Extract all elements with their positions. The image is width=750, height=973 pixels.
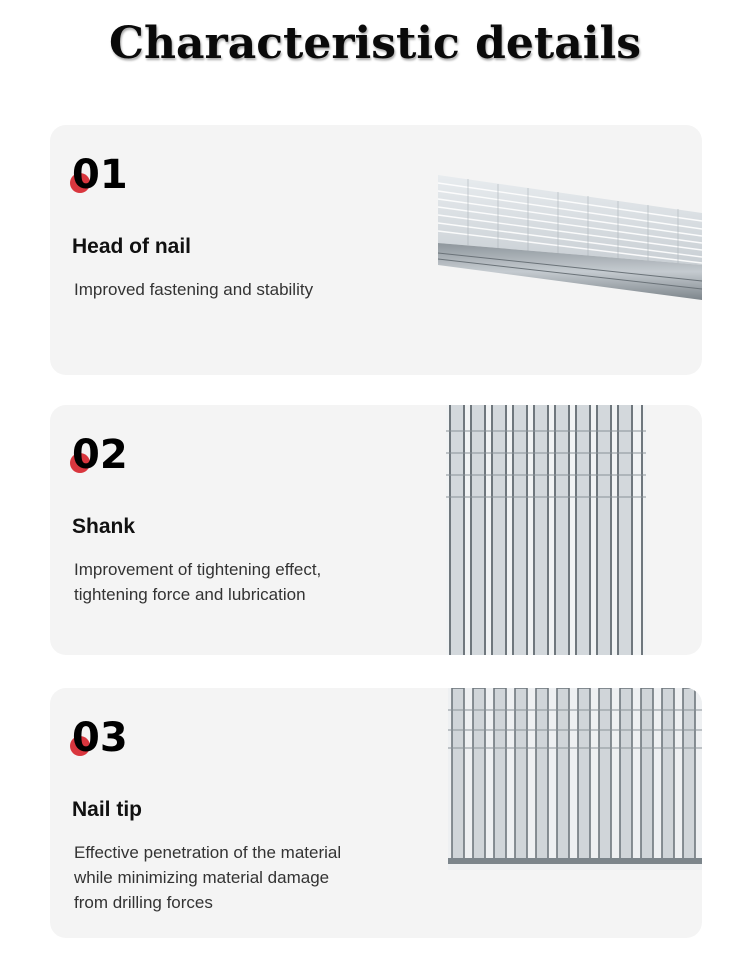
feature-number: 03 (72, 715, 128, 761)
description-line: while minimizing material damage (74, 868, 330, 887)
feature-number-badge (70, 433, 150, 483)
nail-head-closeup-photo (438, 165, 702, 325)
description-line: Effective penetration of the material (74, 843, 342, 862)
feature-number-badge (70, 153, 150, 203)
feature-description (74, 277, 404, 302)
feature-title: Nail tip (72, 798, 143, 821)
feature-card-tip (50, 688, 702, 938)
feature-number-badge (70, 716, 150, 766)
feature-description (74, 557, 404, 607)
nail-shank-closeup-photo (446, 405, 646, 655)
description-line: from drilling forces (74, 893, 213, 912)
description-line: tightening force and lubrication (74, 585, 306, 604)
feature-card-shank (50, 405, 702, 655)
feature-title: Head of nail (72, 235, 192, 258)
description-line: Improvement of tightening effect, (74, 560, 322, 579)
feature-title: Shank (72, 515, 136, 538)
description-line: Improved fastening and stability (74, 280, 314, 299)
feature-description (74, 840, 404, 915)
page-title: Characteristic details (109, 18, 641, 69)
feature-number: 02 (72, 432, 128, 478)
feature-number: 01 (72, 152, 128, 198)
nail-tip-closeup-photo (448, 688, 702, 870)
feature-card-head (50, 125, 702, 375)
